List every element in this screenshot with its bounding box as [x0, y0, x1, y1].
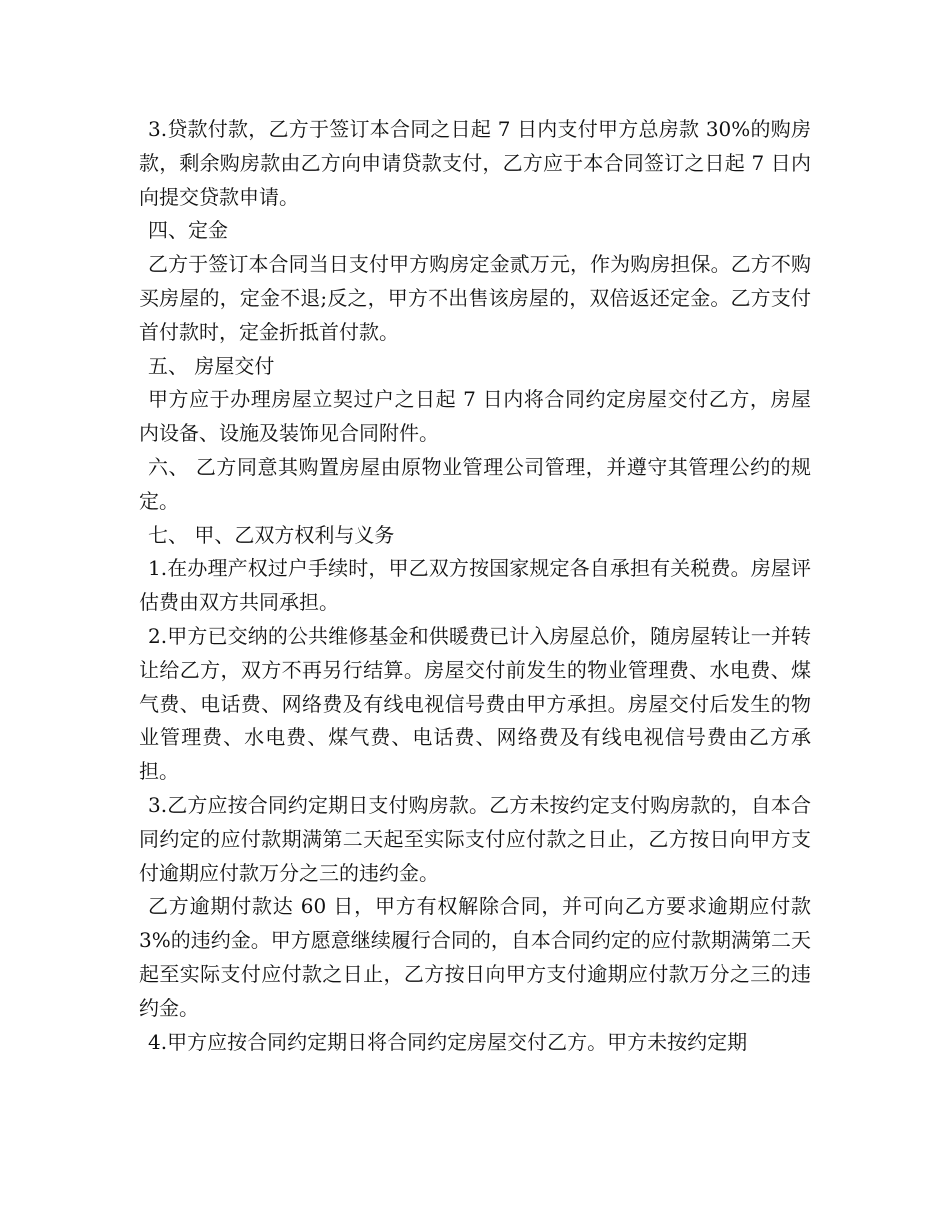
- document-body: [139, 113, 811, 1059]
- heading-deposit: 四、定金: [148, 218, 228, 243]
- paragraph-deposit: 乙方于签订本合同当日支付甲方购房定金贰万元，作为购房担保。乙方不购买房屋的，定金不退;反之，甲方不出售该房屋的，双倍返还定金。乙方支付首付款时，定金折抵首付款。: [139, 252, 811, 344]
- paragraph-overdue-payment: 乙方逾期付款达 60 日，甲方有权解除合同，并可向乙方要求逾期应付款 3%的违约金。甲方愿意继续履行合同的，自本合同约定的应付款期满第二天起至实际支付应付款之日止，乙方按日向甲方支付逾期应付款万分之三的违约金。: [139, 894, 811, 1020]
- paragraph-house-delivery: 甲方应于办理房屋立契过户之日起 7 日内将合同约定房屋交付乙方，房屋内设备、设施及装饰见合同附件。: [139, 387, 811, 446]
- paragraph-payment-default: 3.乙方应按合同约定期日支付购房款。乙方未按约定支付购房款的，自本合同约定的应付款期满第二天起至实际支付应付款之日止，乙方按日向甲方支付逾期应付款万分之三的违约金。: [139, 792, 811, 885]
- heading-house-delivery: 五、 房屋交付: [148, 353, 275, 378]
- paragraph-property-management: 六、 乙方同意其购置房屋由原物业管理公司管理，并遵守其管理公约的规定。: [139, 454, 811, 513]
- paragraph-delivery-obligation: 4.甲方应按合同约定期日将合同约定房屋交付乙方。甲方未按约定期: [148, 1029, 748, 1054]
- paragraph-taxes: 1.在办理产权过户手续时，甲乙双方按国家规定各自承担有关税费。房屋评估费由双方共同承担。: [139, 556, 811, 615]
- paragraph-loan-payment: 3.贷款付款，乙方于签订本合同之日起 7 日内支付甲方总房款 30%的购房款，剩余购房款由乙方向申请贷款支付，乙方应于本合同签订之日起 7 日内向提交贷款申请。: [139, 117, 811, 209]
- heading-rights-obligations: 七、 甲、乙双方权利与义务: [148, 522, 395, 547]
- paragraph-fees: 2.甲方已交纳的公共维修基金和供暖费已计入房屋总价，随房屋转让一并转让给乙方，双方不再另行结算。房屋交付前发生的物业管理费、水电费、煤气费、电话费、网络费及有线电视信号费由甲方承担。房屋交付后发生的物业管理费、水电费、煤气费、电话费、网络费及有线电视信号费由乙方承担。: [139, 623, 811, 784]
